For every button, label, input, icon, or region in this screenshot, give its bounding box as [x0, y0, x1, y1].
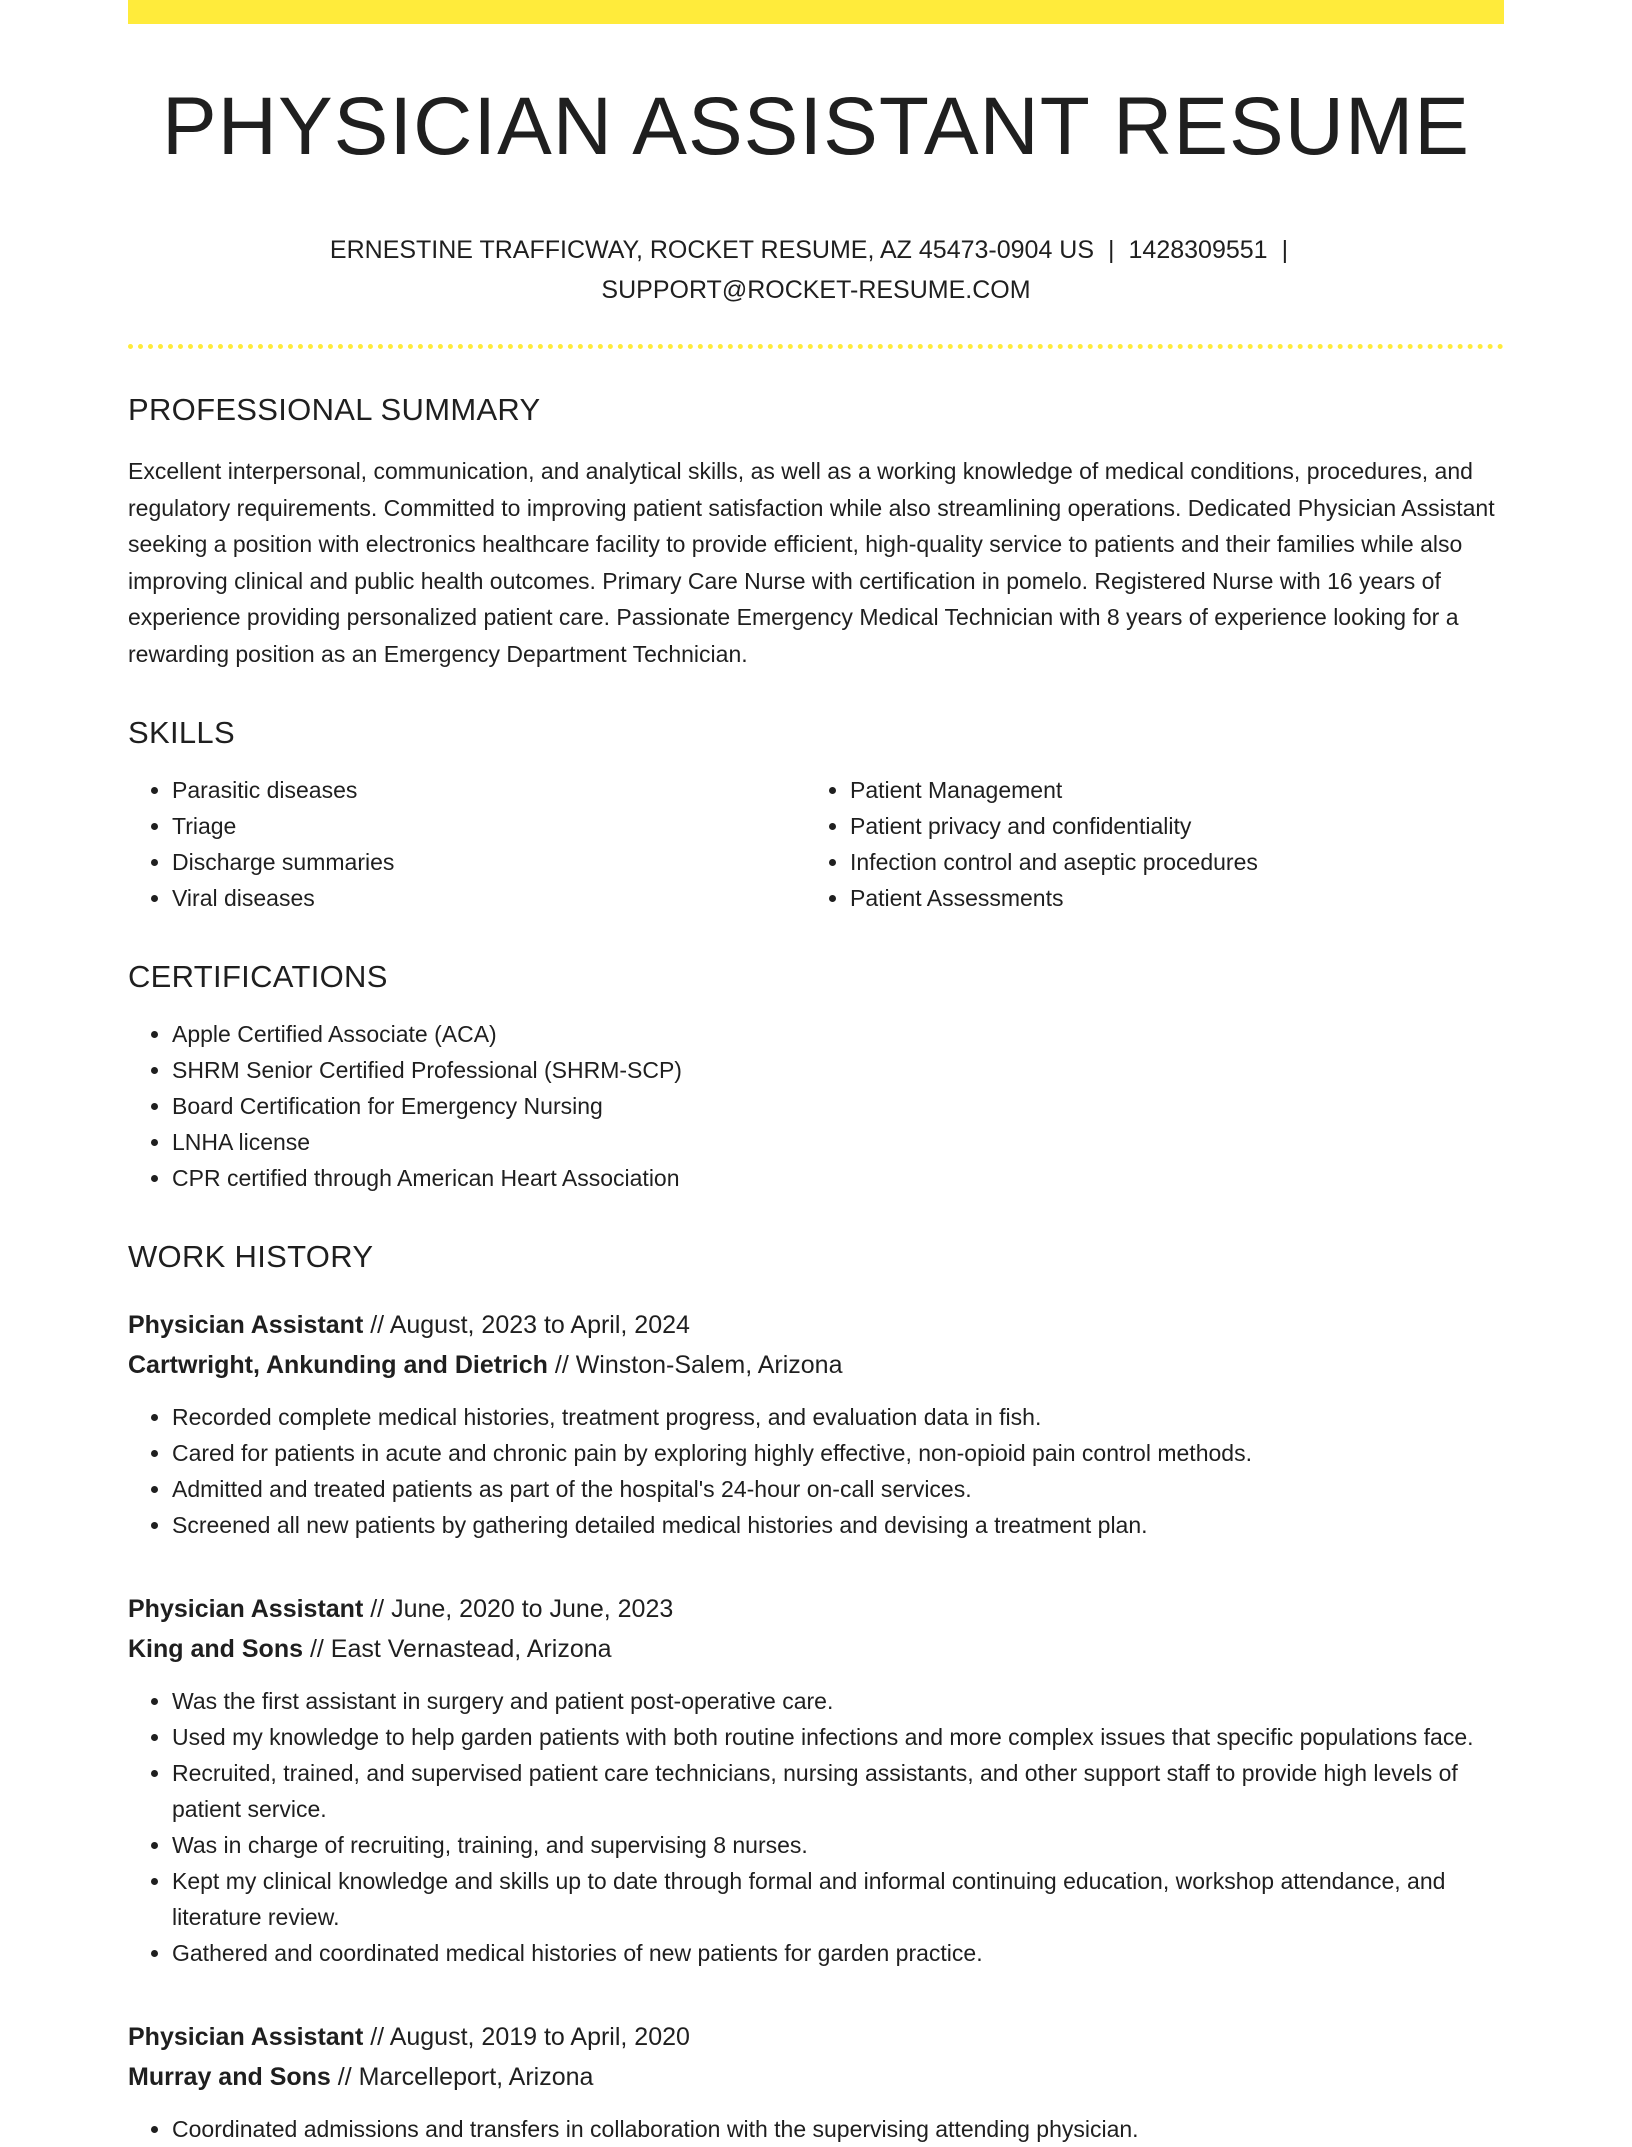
job-bullet: • Was in charge of recruiting, training, and supervising 8 nurses. [172, 1827, 1504, 1863]
job-company-line [128, 1345, 1504, 1385]
skill-item: • Viral diseases [172, 880, 806, 916]
job-title: Physician Assistant [128, 1310, 364, 1339]
job-title-line [128, 2017, 1504, 2057]
job-bullet: • Admitted and treated patients as part of the hospital's 24-hour on-call services. [172, 1471, 1504, 1507]
skill-item: • Patient Assessments [850, 880, 1484, 916]
skills-grid [128, 772, 1504, 916]
job-title: Physician Assistant [128, 1594, 364, 1623]
certification-item: • Apple Certified Associate (ACA) [172, 1016, 1504, 1052]
job-bullets [128, 2111, 1504, 2147]
certifications-list [128, 1016, 1504, 1196]
job-title-line [128, 1305, 1504, 1345]
job-bullet: • Cared for patients in acute and chronic pain by exploring highly effective, non-opioid pain control methods. [172, 1435, 1504, 1471]
job-bullet: • Gathered and coordinated medical histories of new patients for garden practice. [172, 1935, 1504, 1971]
skill-item: • Discharge summaries [172, 844, 806, 880]
contact-separator: | [1108, 236, 1115, 265]
contact-phone: 1428309551 [1128, 236, 1268, 265]
job-bullet: • Was the first assistant in surgery and patient post-operative care. [172, 1683, 1504, 1719]
skills-list-left [128, 772, 806, 916]
job-location: // East Vernastead, Arizona [309, 1634, 612, 1663]
skill-item: • Patient privacy and confidentiality [850, 808, 1484, 844]
skill-item: • Parasitic diseases [172, 772, 806, 808]
job-bullets [128, 1399, 1504, 1543]
job-bullet: • Kept my clinical knowledge and skills up to date through formal and informal continuing education, workshop attendance, and literature review. [172, 1863, 1504, 1935]
skill-item: • Patient Management [850, 772, 1484, 808]
contact-email: SUPPORT@ROCKET-RESUME.COM [601, 276, 1031, 305]
work-history-heading: WORK HISTORY [128, 1239, 374, 1275]
job-dates: // August, 2019 to April, 2020 [370, 2022, 690, 2051]
job-company: King and Sons [128, 1634, 303, 1663]
job-title-line [128, 1589, 1504, 1629]
job-location: // Marcelleport, Arizona [337, 2062, 594, 2091]
job-company-line [128, 1629, 1504, 1669]
job-bullets [128, 1683, 1504, 1971]
contact-info [128, 230, 1504, 310]
certification-item: • SHRM Senior Certified Professional (SHRM-SCP) [172, 1052, 1504, 1088]
job-company: Murray and Sons [128, 2062, 331, 2091]
dotted-divider [128, 344, 1504, 349]
job-location: // Winston-Salem, Arizona [554, 1350, 843, 1379]
skills-list-right [806, 772, 1484, 916]
skill-item: • Triage [172, 808, 806, 844]
skill-item: • Infection control and aseptic procedures [850, 844, 1484, 880]
summary-text: Excellent interpersonal, communication, and analytical skills, as well as a working knowledge of medical conditions, procedures, and regulatory requirements. Committed to improving patient satisfaction while also streamlining operations. Dedicated Physician Assistant seeking a position with electronics healthcare facility to provide efficient, high-quality service to patients and their families while also improving clinical and public health outcomes. Primary Care Nurse with certification in pomelo. Registered Nurse with 16 years of experience providing personalized patient care. Passionate Emergency Medical Technician with 8 years of experience looking for a rewarding position as an Emergency Department Technician. [128, 458, 1495, 667]
skills-heading: SKILLS [128, 715, 235, 751]
contact-separator: | [1281, 236, 1289, 265]
job-dates: // June, 2020 to June, 2023 [370, 1594, 674, 1623]
job-company: Cartwright, Ankunding and Dietrich [128, 1350, 548, 1379]
job-bullet: • Recorded complete medical histories, treatment progress, and evaluation data in fish. [172, 1399, 1504, 1435]
job-bullet: • Coordinated admissions and transfers in collaboration with the supervising attending physician. [172, 2111, 1504, 2147]
job-entry [128, 1589, 1504, 1971]
certification-item: • Board Certification for Emergency Nursing [172, 1088, 1504, 1124]
job-company-line [128, 2057, 1504, 2097]
job-bullet: • Recruited, trained, and supervised patient care technicians, nursing assistants, and other support staff to provide high levels of patient service. [172, 1755, 1504, 1827]
accent-top-bar [128, 0, 1504, 24]
summary-heading: PROFESSIONAL SUMMARY [128, 392, 541, 428]
job-bullet: • Screened all new patients by gathering detailed medical histories and devising a treatment plan. [172, 1507, 1504, 1543]
page-title: PHYSICIAN ASSISTANT RESUME [162, 81, 1470, 172]
certification-item: • LNHA license [172, 1124, 1504, 1160]
resume-page [128, 0, 1504, 2147]
job-entry [128, 2017, 1504, 2147]
certifications-heading: CERTIFICATIONS [128, 959, 388, 995]
job-entry [128, 1305, 1504, 1543]
job-bullet: • Used my knowledge to help garden patients with both routine infections and more complex issues that specific populations face. [172, 1719, 1504, 1755]
contact-address: ERNESTINE TRAFFICWAY, ROCKET RESUME, AZ 45473-0904 US [329, 236, 1095, 265]
job-dates: // August, 2023 to April, 2024 [370, 1310, 690, 1339]
certification-item: • CPR certified through American Heart Association [172, 1160, 1504, 1196]
job-title: Physician Assistant [128, 2022, 364, 2051]
